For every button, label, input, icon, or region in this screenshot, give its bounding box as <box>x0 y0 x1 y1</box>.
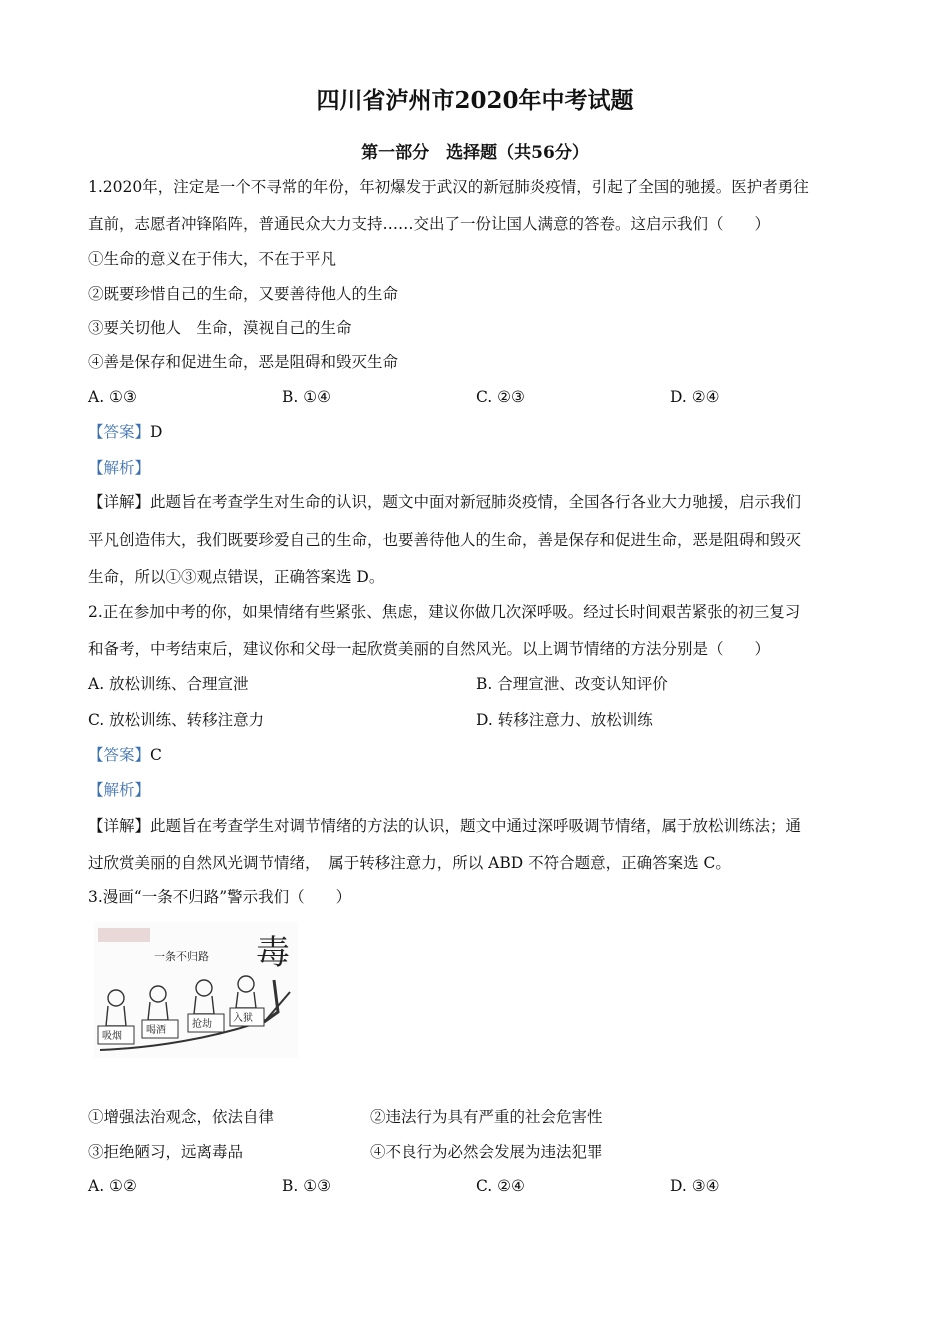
sign-prison: 入狱 <box>233 1013 253 1024</box>
q1-detail-line2: 平凡创造伟大，我们既要珍爱自己的生命，也要善待他人的生命，善是保存和促进生命，恶是阻碍和毁灭 <box>88 531 802 549</box>
answer-label: 【答案】 <box>88 423 151 441</box>
q3-statement-1: ①增强法治观念，依法自律 <box>88 1108 275 1126</box>
detail-text: 此题旨在考查学生对生命的认识，题文中面对新冠肺炎疫情，全国各行各业大力驰援，启示我们 <box>150 493 802 511</box>
q3-stem: 3.漫画“一条不归路”警示我们（ ） <box>88 888 352 906</box>
q1-detail-line1 <box>88 492 801 512</box>
q1-analysis-label: 【解析】 <box>88 459 151 477</box>
detail-label: 【详解】 <box>88 817 151 835</box>
cartoon-image <box>94 922 298 1058</box>
page-title: 四川省泸州市2020年中考试题 <box>316 87 634 114</box>
q1-option-d: D. ②④ <box>670 388 720 406</box>
q2-option-d: D. 转移注意力、放松训练 <box>476 711 653 729</box>
q2-option-a: A. 放松训练、合理宣泄 <box>88 675 249 693</box>
q2-stem-line2: 和备考，中考结束后，建议你和父母一起欣赏美丽的自然风光。以上调节情绪的方法分别是（ ） <box>88 640 771 658</box>
q2-detail-line2: 过欣赏美丽的自然风光调节情绪， 属于转移注意力，所以 ABD 不符合题意，正确答案选 C。 <box>88 854 731 872</box>
sign-robbery: 抢劫 <box>192 1019 212 1030</box>
q1-option-c: C. ②③ <box>476 388 525 406</box>
q2-option-b: B. 合理宣泄、改变认知评价 <box>476 675 668 693</box>
q3-option-b: B. ①③ <box>282 1177 332 1195</box>
q3-statement-3: ③拒绝陋习，远离毒品 <box>88 1143 244 1161</box>
sign-drinking: 喝酒 <box>146 1025 166 1036</box>
detail-text: 此题旨在考查学生对调节情绪的方法的认识，题文中通过深呼吸调节情绪，属于放松训练法；通 <box>150 817 802 835</box>
q3-option-d: D. ③④ <box>670 1177 720 1195</box>
cartoon-poison-character: 毒 <box>256 933 290 973</box>
q1-answer <box>88 422 162 442</box>
q1-statement-4: ④善是保存和促进生命，恶是阻碍和毁灭生命 <box>88 353 399 371</box>
answer-value: D <box>150 423 163 441</box>
q3-option-c: C. ②④ <box>476 1177 525 1195</box>
answer-label: 【答案】 <box>88 746 151 764</box>
q2-analysis-label: 【解析】 <box>88 781 151 799</box>
q1-stem-line2: 直前，志愿者冲锋陷阵，普通民众大力支持……交出了一份让国人满意的答卷。这启示我们（ ） <box>88 215 771 233</box>
q1-statement-2: ②既要珍惜自己的生命，又要善待他人的生命 <box>88 285 399 303</box>
q3-statement-4: ④不良行为必然会发展为违法犯罪 <box>370 1143 603 1161</box>
detail-label: 【详解】 <box>88 493 151 511</box>
cartoon-corner-text-icon <box>98 928 150 942</box>
q3-statement-2: ②违法行为具有严重的社会危害性 <box>370 1108 603 1126</box>
q1-statement-1: ①生命的意义在于伟大，不在于平凡 <box>88 250 337 268</box>
q1-stem-line1: 1.2020年，注定是一个不寻常的年份，年初爆发于武汉的新冠肺炎疫情，引起了全国的驰援。医护者勇往 <box>88 178 809 196</box>
q1-option-a: A. ①③ <box>88 388 137 406</box>
sign-smoking: 吸烟 <box>102 1031 122 1042</box>
q2-option-c: C. 放松训练、转移注意力 <box>88 711 265 729</box>
q2-stem-line1: 2.正在参加中考的你，如果情绪有些紧张、焦虑，建议你做几次深呼吸。经过长时间艰苦紧张的初三复习 <box>88 603 801 621</box>
cartoon-caption: 一条不归路 <box>154 950 209 963</box>
answer-value: C <box>150 746 162 764</box>
q3-option-a: A. ①② <box>88 1177 137 1195</box>
q1-detail-line3: 生命，所以①③观点错误，正确答案选 D。 <box>88 568 385 586</box>
q2-answer <box>88 745 162 765</box>
q1-option-b: B. ①④ <box>282 388 332 406</box>
section-title: 第一部分 选择题（共56分） <box>361 143 589 163</box>
q1-statement-3: ③要关切他人 生命，漠视自己的生命 <box>88 319 352 337</box>
q2-detail-line1 <box>88 816 801 836</box>
